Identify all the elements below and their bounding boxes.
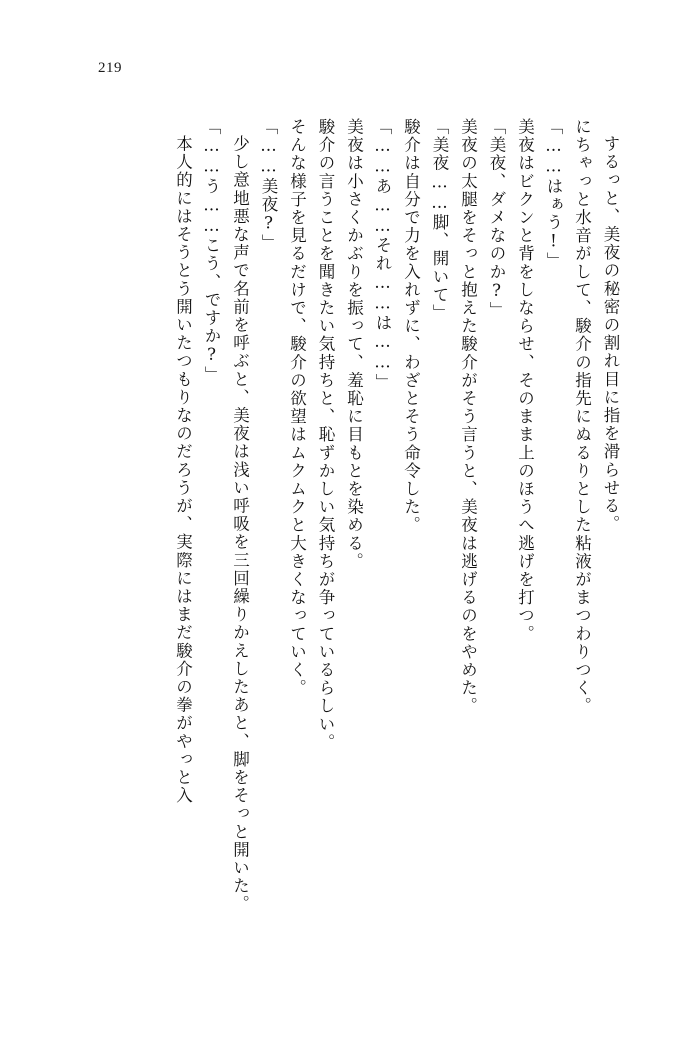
paragraph: 「……美夜?」: [259, 118, 278, 253]
paragraph: 少し意地悪な声で名前を呼ぶと、美夜は浅い呼吸を三回繰りかえしたあと、脚をそっと開いた。: [230, 135, 250, 914]
paragraph: 「……う……こう、ですか?」: [202, 118, 221, 384]
page-body-text: [64, 118, 624, 968]
paragraph: 駿介の言うことを聞きたい気持ちと、恥ずかしい気持ちが争っているらしい。: [316, 118, 335, 752]
paragraph: するっと、美夜の秘密の割れ目に指を滑らせる。: [601, 135, 620, 534]
paragraph: 美夜はビクンと背をしならせ、そのまま上のほうへ逃げを打つ。: [515, 118, 535, 643]
paragraph: 「……あ……それ……は……」: [373, 118, 392, 392]
paragraph: 本人的にはそうとう開いたつもりなのだろうが、実際にはまだ駿介の拳がやっと入: [173, 135, 193, 805]
paragraph: 「美夜、ダメなのか?」: [487, 118, 506, 320]
paragraph: 「……はぁう!」: [544, 118, 563, 271]
paragraph: 美夜の太腿をそっと抱えた駿介がそう言うと、美夜は逃げるのをやめた。: [458, 118, 478, 716]
paragraph: 「美夜……脚、開いて」: [430, 118, 449, 323]
paragraph: そんな様子を見るだけで、駿介の欲望はムクムクと大きくなっていく。: [287, 118, 307, 698]
page-number: 219: [98, 60, 122, 76]
paragraph: 駿介は自分で力を入れずに、わざとそう命令した。: [401, 118, 421, 535]
paragraph: にちゃっと水音がして、駿介の指先にぬるりとした粘液がまつわりつく。: [572, 118, 592, 716]
paragraph: 美夜は小さくかぶりを振って、羞恥に目もとを染める。: [344, 118, 364, 571]
